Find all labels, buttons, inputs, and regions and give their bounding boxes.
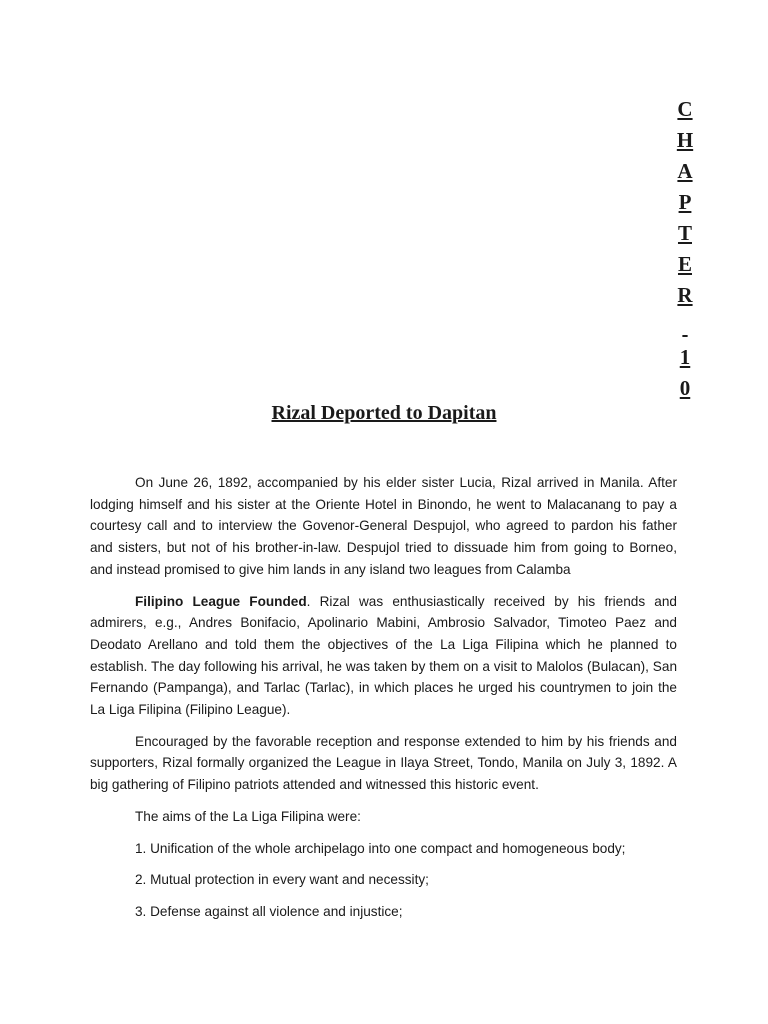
chapter-digit: 0 [679, 376, 691, 400]
aims-intro: The aims of the La Liga Filipina were: [135, 808, 361, 824]
aims-list-item: 1. Unification of the whole archipelago into one compact and homogeneous body; [135, 840, 626, 856]
chapter-letter: T [677, 221, 692, 245]
page-title: Rizal Deported to Dapitan [271, 402, 497, 424]
chapter-digit: 1 [679, 345, 691, 369]
aims-list-item: 3. Defense against all violence and injustice; [135, 903, 403, 919]
chapter-letter: P [678, 190, 692, 214]
paragraph-league-founded [90, 591, 677, 721]
chapter-letter: C [677, 97, 693, 121]
paragraph-arrival: On June 26, 1892, accompanied by his elder sister Lucia, Rizal arrived in Manila. After lodging himself and his sister at the Oriente Hotel in Binondo, he went to Malacanang to pay a courtesy call and to interview the Govenor-General Despujol, who agreed to pardon his father and sisters, but not of his brother-in-law. Despujol tried to dissuade him from going to Borneo, and instead promised to give him lands in any island two leagues from Calamba [90, 475, 677, 577]
chapter-letter: A [677, 159, 693, 183]
chapter-heading-vertical [674, 94, 696, 404]
aims-list-item: 2. Mutual protection in every want and necessity; [135, 872, 429, 888]
chapter-letter: R [677, 283, 693, 307]
chapter-letter-spacer [682, 311, 687, 342]
paragraph-lead-heading: Filipino League Founded [135, 593, 307, 609]
chapter-letter: H [676, 128, 694, 152]
chapter-letter: E [677, 252, 692, 276]
paragraph-text: . Rizal was enthusiastically received by his friends and admirers, e.g., Andres Bonifacio, Apolinario Mabini, Ambrosio Salvador, Timoteo Paez and Deodato Arellano and told them the objectives of the La Liga Filipina which he planned to establish. The day following his arrival, he was taken by them on a visit to Malolos (Bulacan), San Fernando (Pampanga), and Tarlac (Tarlac), in which places he urged his countrymen to join the La Liga Filipina (Filipino League). [90, 593, 677, 718]
paragraph-league-organized: Encouraged by the favorable reception and response extended to him by his friends and supporters, Rizal formally organized the League in Ilaya Street, Tondo, Manila on July 3, 1892. A big gathering of Filipino patriots attended and witnessed this historic event. [90, 733, 677, 793]
document-body [90, 472, 677, 933]
